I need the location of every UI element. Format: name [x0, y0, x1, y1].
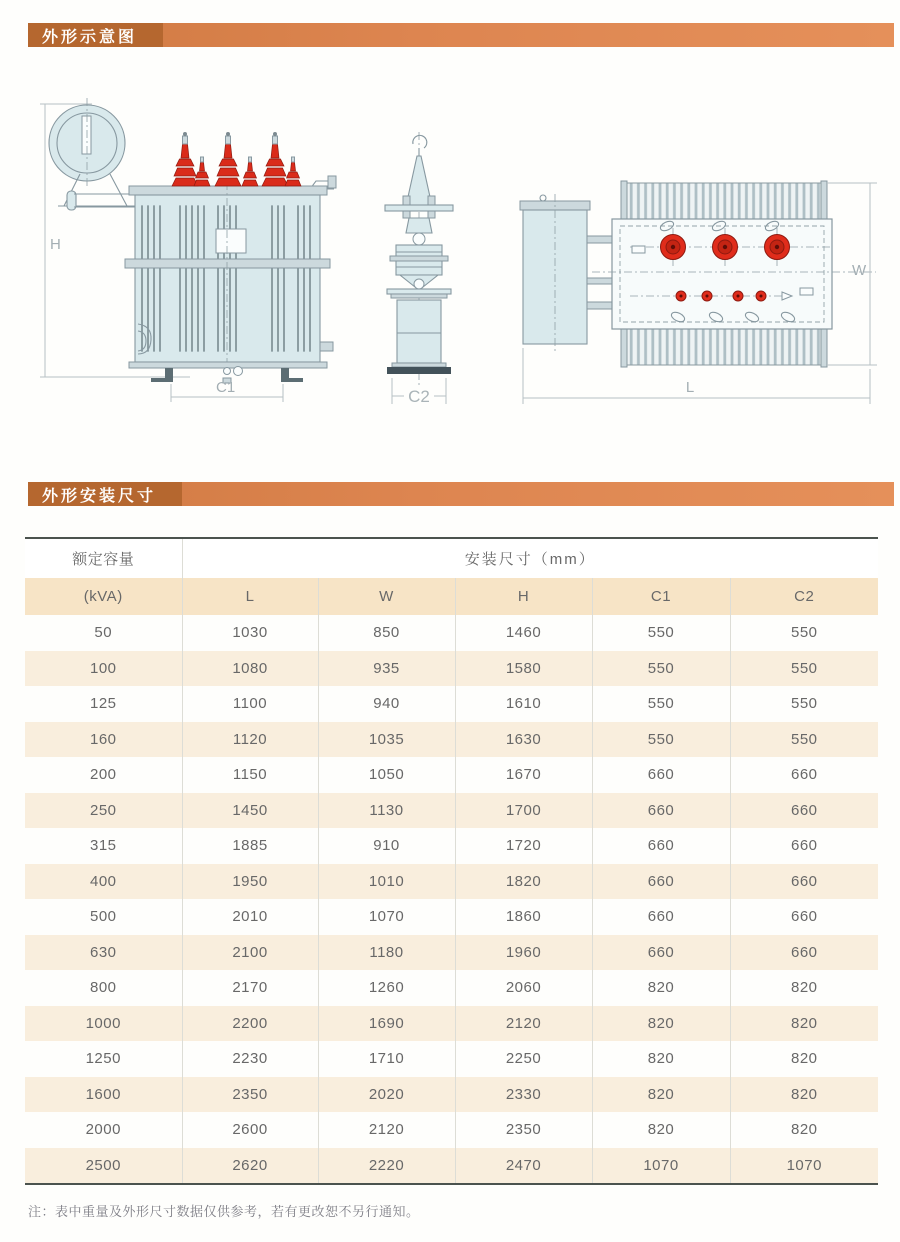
table-cell: 630	[25, 935, 182, 971]
table-cell: 100	[25, 651, 182, 687]
table-cell: 2230	[182, 1041, 318, 1077]
table-row	[25, 686, 878, 722]
table-cell: 1600	[25, 1077, 182, 1113]
table-cell: 660	[592, 828, 730, 864]
table-cell: 820	[790, 1050, 818, 1068]
conservator	[49, 98, 142, 206]
table-cell: 910	[318, 828, 455, 864]
dim-label-w: W	[852, 262, 867, 279]
front-view-drawing	[40, 98, 336, 402]
table-group-header-row	[25, 539, 878, 578]
table-cell: 1070	[318, 899, 455, 935]
table-cell: 2350	[455, 1112, 592, 1148]
table-cell: 1690	[318, 1006, 455, 1042]
table-cell: 1460	[455, 615, 592, 651]
table-row	[25, 864, 878, 900]
table-cell: 160	[25, 722, 182, 758]
table-cell: 820	[790, 1121, 818, 1139]
side-view-drawing	[385, 132, 453, 406]
table-cell: 660	[790, 908, 818, 926]
table-cell: 820	[790, 979, 818, 997]
footnote: 注：表中重量及外形尺寸数据仅供参考，若有更改恕不另行通知。	[28, 1204, 420, 1219]
table-cell: 2120	[455, 1006, 592, 1042]
radiator-fins-top	[627, 183, 821, 219]
section-title-dimensions: 外形安装尺寸	[28, 482, 182, 506]
table-row	[25, 615, 878, 651]
table-row	[25, 1006, 878, 1042]
table-cell: 660	[790, 766, 818, 784]
table-row	[25, 1112, 878, 1148]
table-cell: 1260	[318, 970, 455, 1006]
table-cell: 550	[790, 730, 818, 748]
table-cell: 550	[790, 695, 818, 713]
table-cell: 1070	[592, 1148, 730, 1184]
table-row	[25, 828, 878, 864]
table-cell: 1720	[455, 828, 592, 864]
column-header-l: L	[182, 578, 318, 615]
table-cell: 820	[592, 1006, 730, 1042]
table-cell: 820	[790, 1085, 818, 1103]
table-cell: 820	[592, 1112, 730, 1148]
table-cell: 2220	[318, 1148, 455, 1184]
dim-label-c2: C2	[408, 387, 430, 406]
table-cell: 1860	[455, 899, 592, 935]
table-row	[25, 899, 878, 935]
table-cell: 1950	[182, 864, 318, 900]
table-cell: 660	[790, 801, 818, 819]
table-cell: 820	[592, 970, 730, 1006]
table-cell: 2010	[182, 899, 318, 935]
table-cell: 1885	[182, 828, 318, 864]
table-cell: 2350	[182, 1077, 318, 1113]
table-cell: 400	[25, 864, 182, 900]
table-row	[25, 935, 878, 971]
column-header-h: H	[455, 578, 592, 615]
table-cell: 1070	[786, 1156, 822, 1174]
column-header-c1: C1	[592, 578, 730, 615]
table-cell: 1820	[455, 864, 592, 900]
left-foot	[151, 368, 173, 382]
table-cell: 660	[790, 872, 818, 890]
table-cell: 850	[318, 615, 455, 651]
table-cell: 2600	[182, 1112, 318, 1148]
table-cell: 2120	[318, 1112, 455, 1148]
column-header-w: W	[318, 578, 455, 615]
table-cell: 660	[592, 899, 730, 935]
table-row	[25, 793, 878, 829]
table-cell: 1000	[25, 1006, 182, 1042]
table-cell: 550	[790, 624, 818, 642]
section-title-outline-diagram: 外形示意图	[28, 23, 163, 47]
table-cell: 125	[25, 686, 182, 722]
capacity-header: 额定容量	[25, 539, 182, 578]
table-cell: 1700	[455, 793, 592, 829]
dimension-table-wrap	[25, 537, 878, 1185]
table-cell: 550	[592, 722, 730, 758]
dim-label-c1: C1	[216, 379, 236, 396]
table-cell: 935	[318, 651, 455, 687]
section-header-outline-diagram	[28, 23, 894, 47]
table-cell: 550	[592, 651, 730, 687]
table-cell: 50	[25, 615, 182, 651]
table-row	[25, 970, 878, 1006]
table-cell: 1035	[318, 722, 455, 758]
table-cell: 1580	[455, 651, 592, 687]
lifting-hook	[413, 135, 427, 148]
table-cell: 2060	[455, 970, 592, 1006]
table-cell: 660	[592, 793, 730, 829]
install-dims-group-header: 安装尺寸（mm）	[182, 539, 878, 578]
capacity-unit-header: (kVA)	[25, 578, 182, 615]
tank-body	[125, 182, 333, 383]
table-cell: 250	[25, 793, 182, 829]
table-cell: 660	[790, 943, 818, 961]
hv-bushings-top	[661, 235, 790, 260]
section-header-dimensions	[28, 482, 894, 506]
table-cell: 820	[790, 1014, 818, 1032]
drain-valve	[320, 342, 333, 351]
table-cell: 2020	[318, 1077, 455, 1113]
table-cell: 820	[592, 1077, 730, 1113]
top-view-drawing	[520, 181, 877, 404]
dimension-table-head	[25, 539, 878, 615]
table-cell: 2100	[182, 935, 318, 971]
dimension-table-body	[25, 615, 878, 1183]
table-cell: 200	[25, 757, 182, 793]
table-cell: 550	[790, 659, 818, 677]
table-cell: 660	[592, 757, 730, 793]
table-cell: 1150	[182, 757, 318, 793]
table-cell: 1030	[182, 615, 318, 651]
table-row	[25, 1148, 878, 1184]
dimension-table	[25, 539, 878, 1183]
column-header-c2: C2	[730, 578, 878, 615]
table-cell: 820	[592, 1041, 730, 1077]
table-cell: 2200	[182, 1006, 318, 1042]
table-cell: 1080	[182, 651, 318, 687]
table-cell: 2250	[455, 1041, 592, 1077]
nameplate	[216, 229, 246, 253]
table-cell: 660	[592, 864, 730, 900]
table-cell: 660	[790, 837, 818, 855]
table-cell: 1180	[318, 935, 455, 971]
table-cell: 2620	[182, 1148, 318, 1184]
right-foot	[281, 368, 303, 382]
table-cell: 2470	[455, 1148, 592, 1184]
table-cell: 1610	[455, 686, 592, 722]
dim-label-h: H	[50, 236, 61, 253]
hv-bushings	[172, 132, 288, 186]
table-cell: 2000	[25, 1112, 182, 1148]
table-cell: 1010	[318, 864, 455, 900]
table-cell: 1450	[182, 793, 318, 829]
table-cell: 800	[25, 970, 182, 1006]
table-cell: 1710	[318, 1041, 455, 1077]
table-cell: 1250	[25, 1041, 182, 1077]
table-row	[25, 1041, 878, 1077]
table-cell: 1960	[455, 935, 592, 971]
table-cell: 1130	[318, 793, 455, 829]
table-cell: 1120	[182, 722, 318, 758]
dim-label-l: L	[685, 379, 695, 396]
table-cell: 2330	[455, 1077, 592, 1113]
table-row	[25, 757, 878, 793]
table-row	[25, 651, 878, 687]
radiator-fins-bottom	[627, 329, 821, 365]
table-cell: 1100	[182, 686, 318, 722]
outline-drawings	[30, 86, 890, 426]
table-cell: 315	[25, 828, 182, 864]
table-cell: 550	[592, 686, 730, 722]
table-cell: 1050	[318, 757, 455, 793]
table-column-header-row	[25, 578, 878, 615]
table-cell: 2500	[25, 1148, 182, 1184]
table-cell: 500	[25, 899, 182, 935]
table-cell: 2170	[182, 970, 318, 1006]
table-cell: 660	[592, 935, 730, 971]
table-row	[25, 1077, 878, 1113]
table-cell: 1670	[455, 757, 592, 793]
table-row	[25, 722, 878, 758]
table-cell: 940	[318, 686, 455, 722]
table-cell: 550	[592, 615, 730, 651]
table-cell: 1630	[455, 722, 592, 758]
